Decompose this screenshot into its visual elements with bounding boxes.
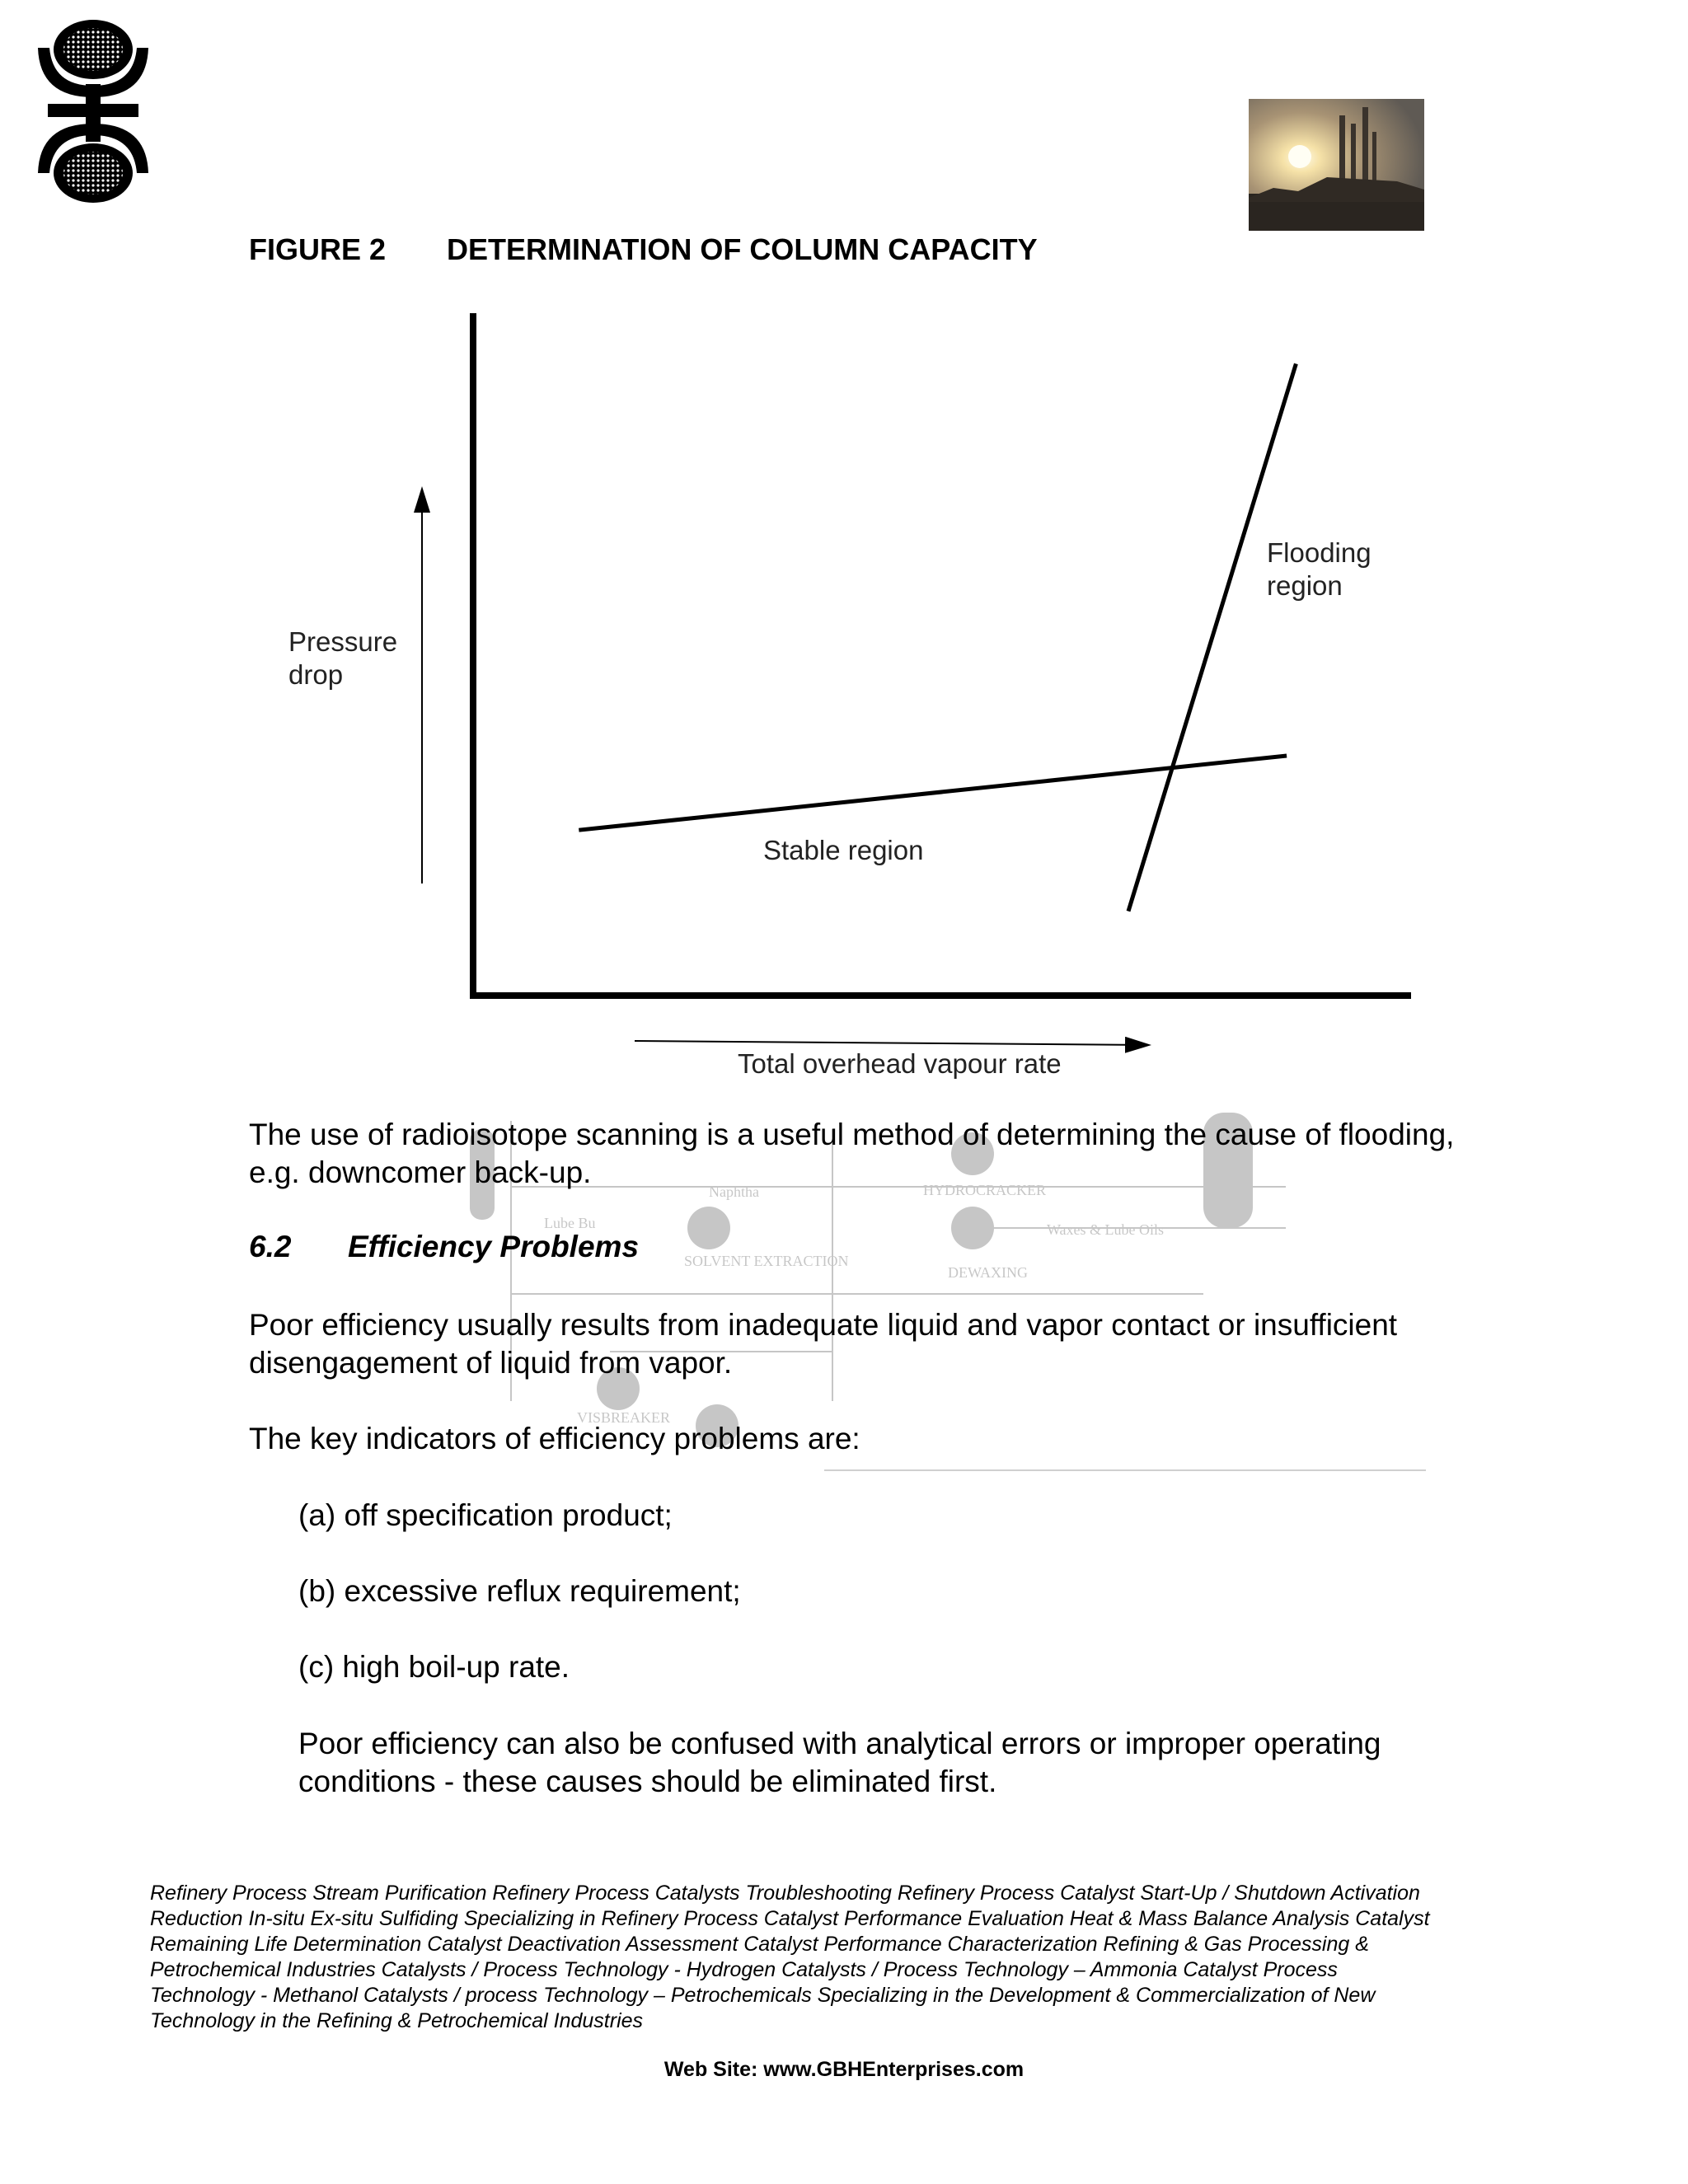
series-line-flooding-region <box>1128 363 1296 911</box>
series-line-stable-region <box>579 756 1287 830</box>
wm-node <box>951 1207 994 1249</box>
wm-label: Lube Bu <box>544 1215 596 1231</box>
x-direction-arrow <box>635 1041 1148 1045</box>
list-item: (c) high boil-up rate. <box>298 1650 570 1684</box>
wm-label: Naphtha <box>709 1183 759 1200</box>
figure-number: FIGURE 2 <box>249 232 387 266</box>
column-capacity-chart <box>272 297 1442 1104</box>
paragraph-confusion: Poor efficiency can also be confused with analytical errors or improper operating conditions - these causes should be eliminated first. <box>298 1727 1381 1798</box>
x-axis-label: Total overhead vapour rate <box>738 1048 1062 1079</box>
list-item: (a) off specification product; <box>298 1498 673 1532</box>
paragraph-poor-efficiency: Poor efficiency usually results from inadequate liquid and vapor contact or insufficient disengagement of liquid from vapor. <box>249 1308 1398 1380</box>
flooding-region-label-line2: region <box>1267 570 1343 601</box>
paragraph-key-indicators: The key indicators of efficiency problems are: <box>249 1422 860 1455</box>
footer-text: Refinery Process Stream Purification Refinery Process Catalysts Troubleshooting Refinery Process Catalyst Start-Up / Shutdown Activation Reduction In-situ Ex-situ Sulfiding Specializing in Refinery Process Catalyst Performance Evaluation Heat & Mass Balance Analysis Catalyst Remaining Life Determination Catalyst Deactivation Assessment Catalyst Performance Characterization Refining & Gas Processing & Petrochemical Industries Catalysts / Process Technology - Hydrogen Catalysts / Process Technology – Ammonia Catalyst Process Technology - Methanol Catalysts / process Technology – Petrochemicals Specializing in the Development & Commercialization of New Technology in the Refining & Petrochemical Industries <box>150 1882 1430 2032</box>
list-item: (b) excessive reflux requirement; <box>298 1574 741 1608</box>
wm-node <box>687 1207 730 1249</box>
stable-region-label: Stable region <box>763 835 924 865</box>
y-axis-label-line2: drop <box>288 659 344 690</box>
website-link[interactable]: Web Site: www.GBHEnterprises.com <box>663 2058 1025 2081</box>
section-heading <box>249 1230 639 1264</box>
figure-title <box>249 232 1038 267</box>
flooding-region-label-line1: Flooding <box>1267 537 1372 568</box>
section-number: 6.2 <box>249 1230 292 1263</box>
wm-label: HYDROCRACKER <box>923 1182 1047 1198</box>
refinery-sunset-photo <box>1249 99 1424 231</box>
figure-caption: DETERMINATION OF COLUMN CAPACITY <box>447 232 1038 266</box>
company-logo-icon <box>31 15 155 204</box>
section-title: Efficiency Problems <box>348 1230 640 1263</box>
wm-label: VISBREAKER <box>577 1409 671 1426</box>
wm-label: Waxes & Lube Oils <box>1047 1221 1165 1238</box>
y-axis-label-line1: Pressure <box>288 626 398 657</box>
divider <box>824 1469 1426 1471</box>
wm-label: SOLVENT EXTRACTION <box>684 1253 849 1269</box>
wm-label: DEWAXING <box>948 1264 1028 1281</box>
paragraph-radioisotope: The use of radioisotope scanning is a useful method of determining the cause of flooding, e.g. downcomer back-up. <box>249 1118 1455 1189</box>
